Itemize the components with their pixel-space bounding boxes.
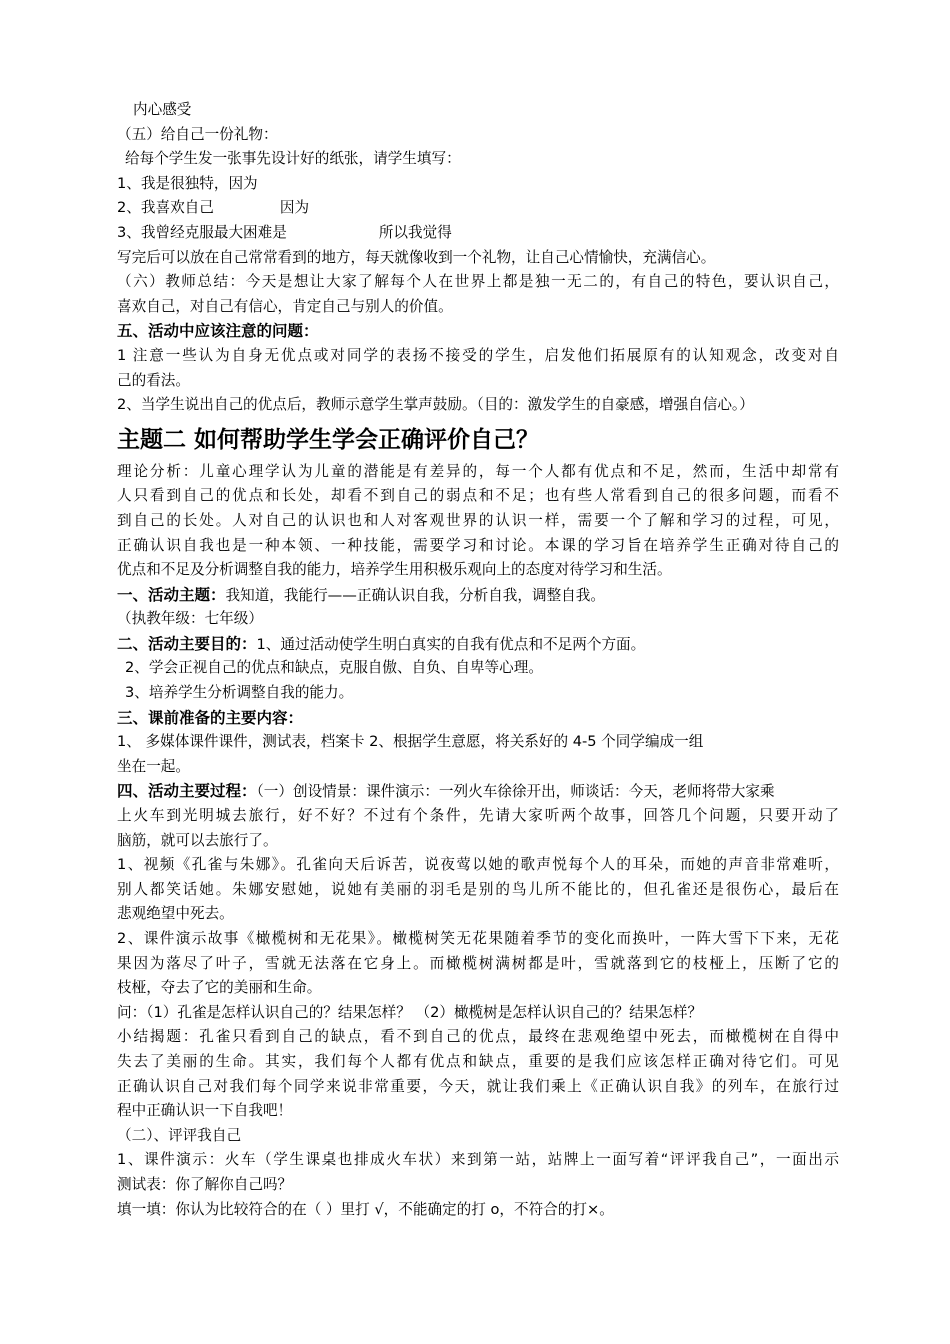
heading-text: 我知道，我能行——正确认识自我，分析自我，调整自我。 <box>225 586 605 604</box>
fill-in-line <box>117 221 839 246</box>
paragraph-line: 程中正确认识一下自我吧！ <box>117 1102 293 1120</box>
paragraph-line: 测试表：你了解你自己吗？ <box>117 1175 293 1193</box>
heading-line <box>117 779 839 804</box>
paragraph-line: 坐在一起。 <box>117 757 190 775</box>
paragraph-line: 人只看到自己的优点和长处，却看不到自己的弱点和不足；也有些人常看到自己的很多问题，而看不 <box>117 487 839 505</box>
paragraph-line: 2、学会正视自己的优点和缺点，克服自傲、自负、自卑等心理。 <box>125 659 543 677</box>
paragraph-line: （五）给自己一份礼物： <box>117 125 278 143</box>
paragraph-line: 正确认识自己对我们每个同学来说非常重要，今天，就让我们乘上《正确认识自我》的列车，在旅行过 <box>117 1077 839 1095</box>
paragraph-line: 1、课件演示：火车（学生课桌也排成火车状）来到第一站，站牌上一面写着“评评我自己”，一面出示 <box>117 1151 839 1169</box>
paragraph-line: 2、课件演示故事《橄榄树和无花果》。橄榄树笑无花果随着季节的变化而换叶，一阵大雪下下来，无花 <box>117 930 839 947</box>
paragraph-line: 喜欢自己，对自己有信心，肯定自己与别人的价值。 <box>117 297 453 315</box>
paragraph-line: （执教年级：七年级） <box>117 610 263 628</box>
paragraph-line: 果因为落尽了叶子，雪就无法落在它身上。而橄榄树满树都是叶，雪就落到它的枝桠上，压断了它的 <box>117 954 839 972</box>
section-heading: 一、活动主题： <box>117 585 226 604</box>
paragraph-line: 1、我是很独特，因为 <box>117 174 258 192</box>
paragraph-line: 小结揭题：孔雀只看到自己的缺点，看不到自己的优点，最终在悲观绝望中死去，而橄榄树在自得中 <box>117 1028 839 1046</box>
document-page <box>117 98 839 1222</box>
paragraph-line: 失去了美丽的生命。其实，我们每个人都有优点和缺点，重要的是我们应该怎样正确对待它们。可见 <box>117 1052 839 1070</box>
heading-text: （一）创设情景：课件演示：一列火车徐徐开出，师谈话：今天，老师将带大家乘 <box>256 783 775 801</box>
paragraph-line: 给每个学生发一张事先设计好的纸张，请学生填写： <box>125 150 461 168</box>
heading-text: 1、通过活动使学生明白真实的自我有优点和不足两个方面。 <box>256 635 646 653</box>
fill-in-prompt: 因为 <box>279 199 310 217</box>
paragraph-line: 脑筋，就可以去旅行了。 <box>117 831 278 849</box>
paragraph-line: 问：（1）孔雀是怎样认识自己的？结果怎样？ （2）橄榄树是怎样认识自己的？结果怎样？ <box>117 1003 703 1021</box>
paragraph-line: 枝桠，夺去了它的美丽和生命。 <box>117 979 322 997</box>
paragraph-line: 1、视频《孔雀与朱娜》。孔雀向天后诉苦，说夜莺以她的歌声悦每个人的耳朵，而她的声音非常难听， <box>117 856 839 874</box>
paragraph-line: 内心感受 <box>133 101 192 118</box>
paragraph-line: 悲观绝望中死去。 <box>117 905 234 923</box>
fill-in-prompt: 所以我觉得 <box>378 223 452 241</box>
paragraph-line: 写完后可以放在自己常常看到的地方，每天就像收到一个礼物，让自己心情愉快，充满信心。 <box>117 248 716 266</box>
section-heading: 三、课前准备的主要内容： <box>117 708 304 727</box>
paragraph-line: 1、 多媒体课件课件，测试表，档案卡 2、根据学生意愿，将关系好的 4-5 个同学编成一组 <box>117 733 704 751</box>
heading-line <box>117 583 839 608</box>
heading-line <box>117 632 839 657</box>
paragraph-line: 理论分析：儿童心理学认为儿童的潜能是有差异的，每一个人都有优点和不足，然而，生活中却常有 <box>117 462 839 480</box>
paragraph-line: （二）、评评我自己 <box>117 1126 242 1144</box>
fill-in-prompt: 2、我喜欢自己 <box>117 199 214 217</box>
paragraph-line: 别人都笑话她。朱娜安慰她，说她有美丽的羽毛是别的鸟儿所不能比的，但孔雀还是很伤心，最后在 <box>117 880 839 898</box>
paragraph-line: 2、当学生说出自己的优点后，教师示意学生掌声鼓励。（目的：激发学生的自豪感，增强自信心。） <box>117 396 754 414</box>
paragraph-line: 3、培养学生分析调整自我的能力。 <box>125 684 354 702</box>
paragraph-line: （六）教师总结：今天是想让大家了解每个人在世界上都是独一无二的，有自己的特色，要认识自己， <box>117 273 839 291</box>
fill-in-line <box>117 196 839 221</box>
paragraph-line: 1 注意一些认为自身无优点或对同学的表扬不接受的学生，启发他们拓展原有的认知观念，改变对自 <box>117 346 839 364</box>
paragraph-line: 填一填：你认为比较符合的在（ ）里打 √，不能确定的打 o，不符合的打×。 <box>117 1200 614 1218</box>
paragraph-line: 优点和不足及分析调整自我的能力，培养学生用积极乐观向上的态度对待学习和生活。 <box>117 561 672 579</box>
paragraph-line: 己的看法。 <box>117 371 190 389</box>
section-heading: 二、活动主要目的： <box>117 634 257 653</box>
section-heading: 五、活动中应该注意的问题： <box>117 322 319 341</box>
fill-in-prompt: 3、我曾经克服最大困难是 <box>117 223 287 241</box>
paragraph-line: 正确认识自我也是一种本领、一种技能，需要学习和讨论。本课的学习旨在培养学生正确对待自己的 <box>117 536 839 554</box>
paragraph-line: 到自己的长处。人对自己的认识也和人对客观世界的认识一样，需要一个了解和学习的过程，可见， <box>117 511 839 529</box>
topic-title: 主题二 如何帮助学生学会正确评价自己？ <box>117 426 540 453</box>
section-heading: 四、活动主要过程： <box>117 782 257 801</box>
paragraph-line: 上火车到光明城去旅行，好不好？不过有个条件，先请大家听两个故事，回答几个问题，只要开动了 <box>117 807 839 825</box>
